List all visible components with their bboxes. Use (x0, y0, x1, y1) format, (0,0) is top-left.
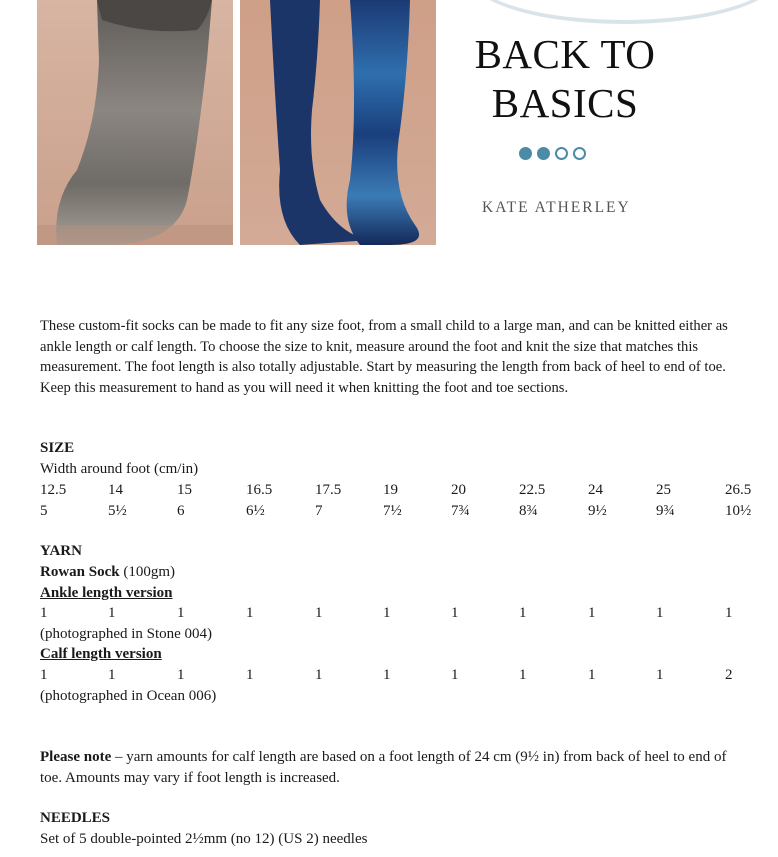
table-cell: 9¾ (656, 503, 675, 519)
table-cell: 1 (451, 605, 459, 621)
table-cell: 5 (40, 503, 48, 519)
difficulty-dot-empty (573, 147, 586, 160)
table-cell: 26.5 (725, 482, 752, 498)
table-cell: 24 (588, 482, 603, 498)
table-cell: 17.5 (315, 482, 342, 498)
table-cell: 1 (315, 667, 323, 683)
table-cell: 15 (177, 482, 192, 498)
table-cell: 10½ (725, 503, 752, 519)
table-cell: 5½ (108, 503, 127, 519)
yarn-name-line (40, 562, 175, 583)
table-cell: 1 (656, 605, 664, 621)
difficulty-dot-filled (519, 147, 532, 160)
table-cell: 6 (177, 503, 185, 519)
size-in-row (40, 501, 778, 522)
table-cell: 1 (40, 667, 48, 683)
ankle-amount-row (40, 603, 778, 624)
table-cell: 1 (588, 667, 596, 683)
table-cell: 1 (519, 605, 527, 621)
yarn-name: Rowan Sock (40, 564, 120, 580)
calf-note: (photographed in Ocean 006) (40, 688, 217, 704)
ankle-note: (photographed in Stone 004) (40, 626, 213, 642)
table-cell: 1 (383, 667, 391, 683)
table-cell: 16.5 (246, 482, 273, 498)
pattern-title (455, 30, 675, 128)
table-cell: 9½ (588, 503, 607, 519)
size-heading: SIZE (40, 440, 75, 456)
title-line-2: BASICS (491, 80, 639, 126)
calf-amount-row (40, 665, 778, 686)
table-cell: 7¾ (451, 503, 470, 519)
table-cell: 12.5 (40, 482, 67, 498)
table-cell: 25 (656, 482, 671, 498)
table-cell: 1 (177, 667, 185, 683)
table-cell: 20 (451, 482, 466, 498)
author-name: KATE ATHERLEY (482, 199, 631, 216)
difficulty-rating (519, 147, 586, 160)
ankle-version-label: Ankle length version (40, 585, 173, 601)
table-cell: 1 (246, 605, 254, 621)
table-cell: 7½ (383, 503, 402, 519)
needles-text: Set of 5 double-pointed 2½mm (no 12) (US 2) needles (40, 831, 368, 847)
table-cell: 1 (40, 605, 48, 621)
table-cell: 1 (177, 605, 185, 621)
table-cell: 1 (383, 605, 391, 621)
difficulty-dot-filled (537, 147, 550, 160)
table-cell: 1 (519, 667, 527, 683)
table-cell: 1 (315, 605, 323, 621)
yarn-heading: YARN (40, 543, 82, 559)
table-cell: 19 (383, 482, 398, 498)
yarn-weight: (100gm) (119, 564, 176, 580)
table-cell: 1 (451, 667, 459, 683)
table-cell: 22.5 (519, 482, 546, 498)
table-cell: 8¾ (519, 503, 538, 519)
please-note-lead: Please note (40, 749, 112, 765)
photo-grey-ankle-socks (37, 0, 233, 245)
title-line-1: BACK TO (474, 31, 656, 77)
table-cell: 2 (725, 667, 733, 683)
table-cell: 1 (108, 667, 116, 683)
please-note-text: – yarn amounts for calf length are based on a foot length of 24 cm (9½ in) from back of heel to end of toe. Amounts may vary if foot length is increased. (40, 749, 727, 786)
table-cell: 1 (656, 667, 664, 683)
table-cell: 1 (108, 605, 116, 621)
table-cell: 6½ (246, 503, 265, 519)
needles-heading: NEEDLES (40, 810, 111, 826)
size-cm-row (40, 480, 778, 501)
table-cell: 1 (588, 605, 596, 621)
difficulty-dot-empty (555, 147, 568, 160)
table-cell: 7 (315, 503, 323, 519)
size-label: Width around foot (cm/in) (40, 461, 199, 477)
please-note-paragraph (40, 747, 740, 788)
calf-version-label: Calf length version (40, 646, 162, 662)
table-cell: 14 (108, 482, 123, 498)
photo-blue-calf-socks (240, 0, 436, 245)
intro-paragraph: These custom-fit socks can be made to fit any size foot, from a small child to a large man, and can be knitted either as ankle length or calf length. To choose the size to knit, measure around the foot and knit the size that matches this measurement. The foot length is also totally adjustable. Start by measuring the length from back of heel to end of toe. Keep this measurement to hand as you will need it when knitting the foot and toe sections. (40, 318, 728, 396)
table-cell: 1 (246, 667, 254, 683)
decorative-arc (470, 0, 778, 24)
table-cell: 1 (725, 605, 733, 621)
